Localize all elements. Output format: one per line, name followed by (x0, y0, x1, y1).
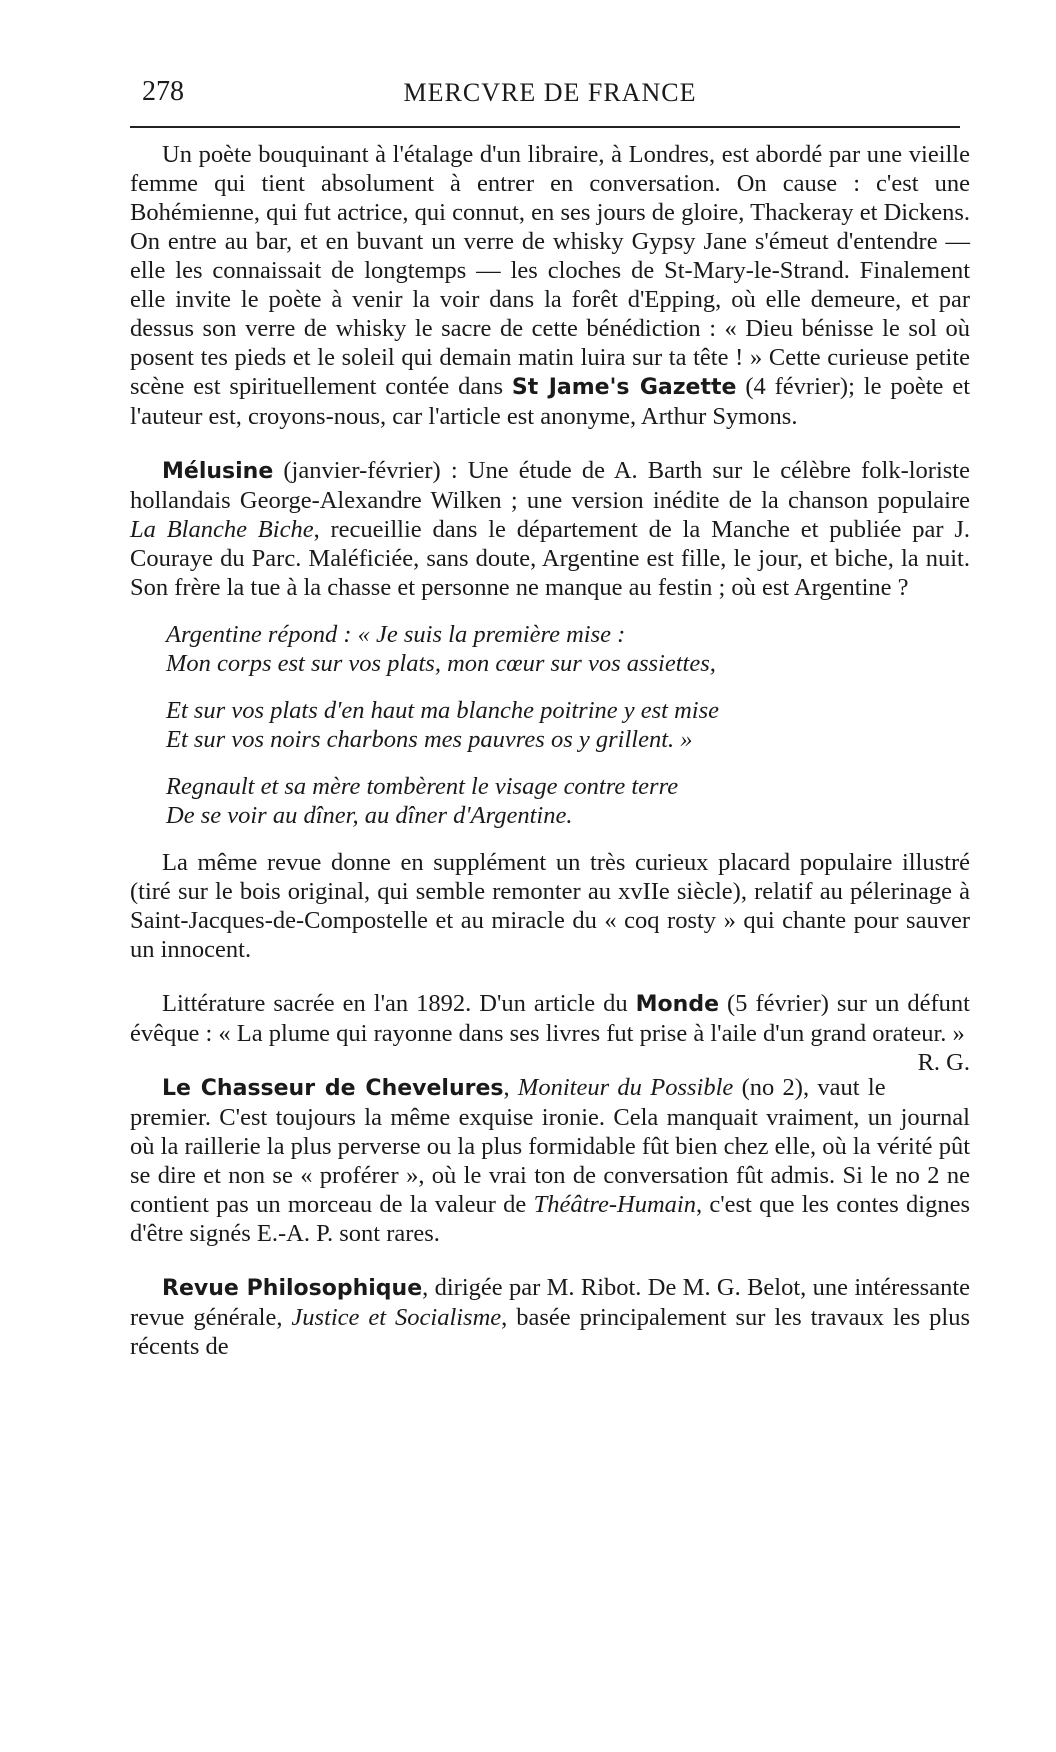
paragraph-melusine: Mélusine (janvier-février) : Une étude de A. Barth sur le célèbre folk-loriste hollandais George-Alexandre Wilken ; une version inédite de la chanson populaire La Blanche Biche, recueillie dans le département de la Manche et publiée par J. Couraye du Parc. Maléficiée, sans doute, Argentine est fille, le jour, et biche, la nuit. Son frère la tue à la chasse et personne ne manque au festin ; où est Argentine ? (130, 457, 971, 601)
journal-name: Le Chasseur de Chevelures (162, 1076, 504, 1101)
journal-name: Monde (635, 992, 719, 1017)
book-page (130, 60, 971, 1360)
paragraph-litterature-sacree: Littérature sacrée en l'an 1892. D'un article du Monde (5 février) sur un défunt évêque : « La plume qui rayonne dans ses livres fut prise à l'aile d'un grand orateur. » R. G. (130, 990, 970, 1076)
journal-subtitle: Moniteur du Possible (517, 1074, 734, 1101)
verse-line: De se voir au dîner, au dîner d'Argentine. (166, 802, 573, 829)
stanza (166, 696, 970, 754)
header-rule (130, 126, 960, 128)
paragraph-supplement: La même revue donne en supplément un très curieux placard populaire illustré (tiré sur le bois original, qui semble remonter au xvIIe siècle), relatif au pélerinage à Saint-Jacques-de-Compostelle et au miracle du « coq rosty » qui chante pour sauver un innocent. (130, 849, 970, 963)
paragraph-revue-philosophique: Revue Philosophique, dirigée par M. Ribot. De M. G. Belot, une intéressante revue générale, Justice et Socialisme, basée principalement sur les travaux les plus récents de (130, 1274, 971, 1360)
journal-name: Revue Philosophique (162, 1276, 423, 1301)
journal-name: Mélusine (162, 459, 274, 484)
verse-line: Mon corps est sur vos plats, mon cœur sur vos assiettes, (166, 650, 716, 677)
page-body (130, 140, 970, 1386)
stanza (166, 620, 970, 678)
verse-line: Et sur vos plats d'en haut ma blanche poitrine y est mise (166, 697, 720, 724)
page-number: 278 (142, 76, 184, 107)
verse-line: Argentine répond : « Je suis la première mise : (166, 621, 626, 648)
article-title: Justice et Socialisme (291, 1304, 502, 1331)
verse-line: Et sur vos noirs charbons mes pauvres os y grillent. » (166, 726, 693, 753)
running-title: MERCVRE DE FRANCE (403, 78, 697, 107)
paragraph-chasseur: Le Chasseur de Chevelures, Moniteur du Possible (no 2), vaut le premier. C'est toujours la même exquise ironie. Cela manquait vraiment, un journal où la raillerie la plus perverse ou la plus formidable fût bien chez elle, où la vérité pût se dire et non se « proférer », où le vrai ton de conversation fût admis. Si le no 2 ne contient pas un morceau de la valeur de Théâtre-Humain, c'est que les contes dignes d'être signés E.-A. P. sont rares. (130, 1074, 971, 1247)
page-header (130, 60, 970, 110)
signature: R. G. (917, 1049, 970, 1076)
stanza (166, 772, 970, 830)
song-title: La Blanche Biche (130, 516, 314, 543)
paragraph-gypsy-jane: Un poète bouquinant à l'étalage d'un libraire, à Londres, est abordé par une vieille femme qui tient absolument à entrer en conversation. On cause : c'est une Bohémienne, qui fut actrice, qui connut, en ses jours de gloire, Thackeray et Dickens. On entre au bar, et en buvant un verre de whisky Gypsy Jane s'émeut d'entendre — elle les connaissait de longtemps — les cloches de St-Mary-le-Strand. Finalement elle invite le poète à venir la voir dans la forêt d'Epping, où elle demeure, et par dessus son verre de whisky le sacre de cette bénédiction : « Dieu bénisse le sol où posent tes pieds et le soleil qui demain matin luira sur ta tête ! » Cette curieuse petite scène est spirituellement contée dans St Jame's Gazette (4 février); le poète et l'auteur est, croyons-nous, car l'article est anonyme, Arthur Symons. (130, 141, 970, 430)
verse-block (166, 620, 970, 830)
verse-line: Regnault et sa mère tombèrent le visage contre terre (166, 773, 679, 800)
work-title: Théâtre-Humain (533, 1191, 696, 1218)
journal-name: St Jame's Gazette (511, 375, 737, 400)
